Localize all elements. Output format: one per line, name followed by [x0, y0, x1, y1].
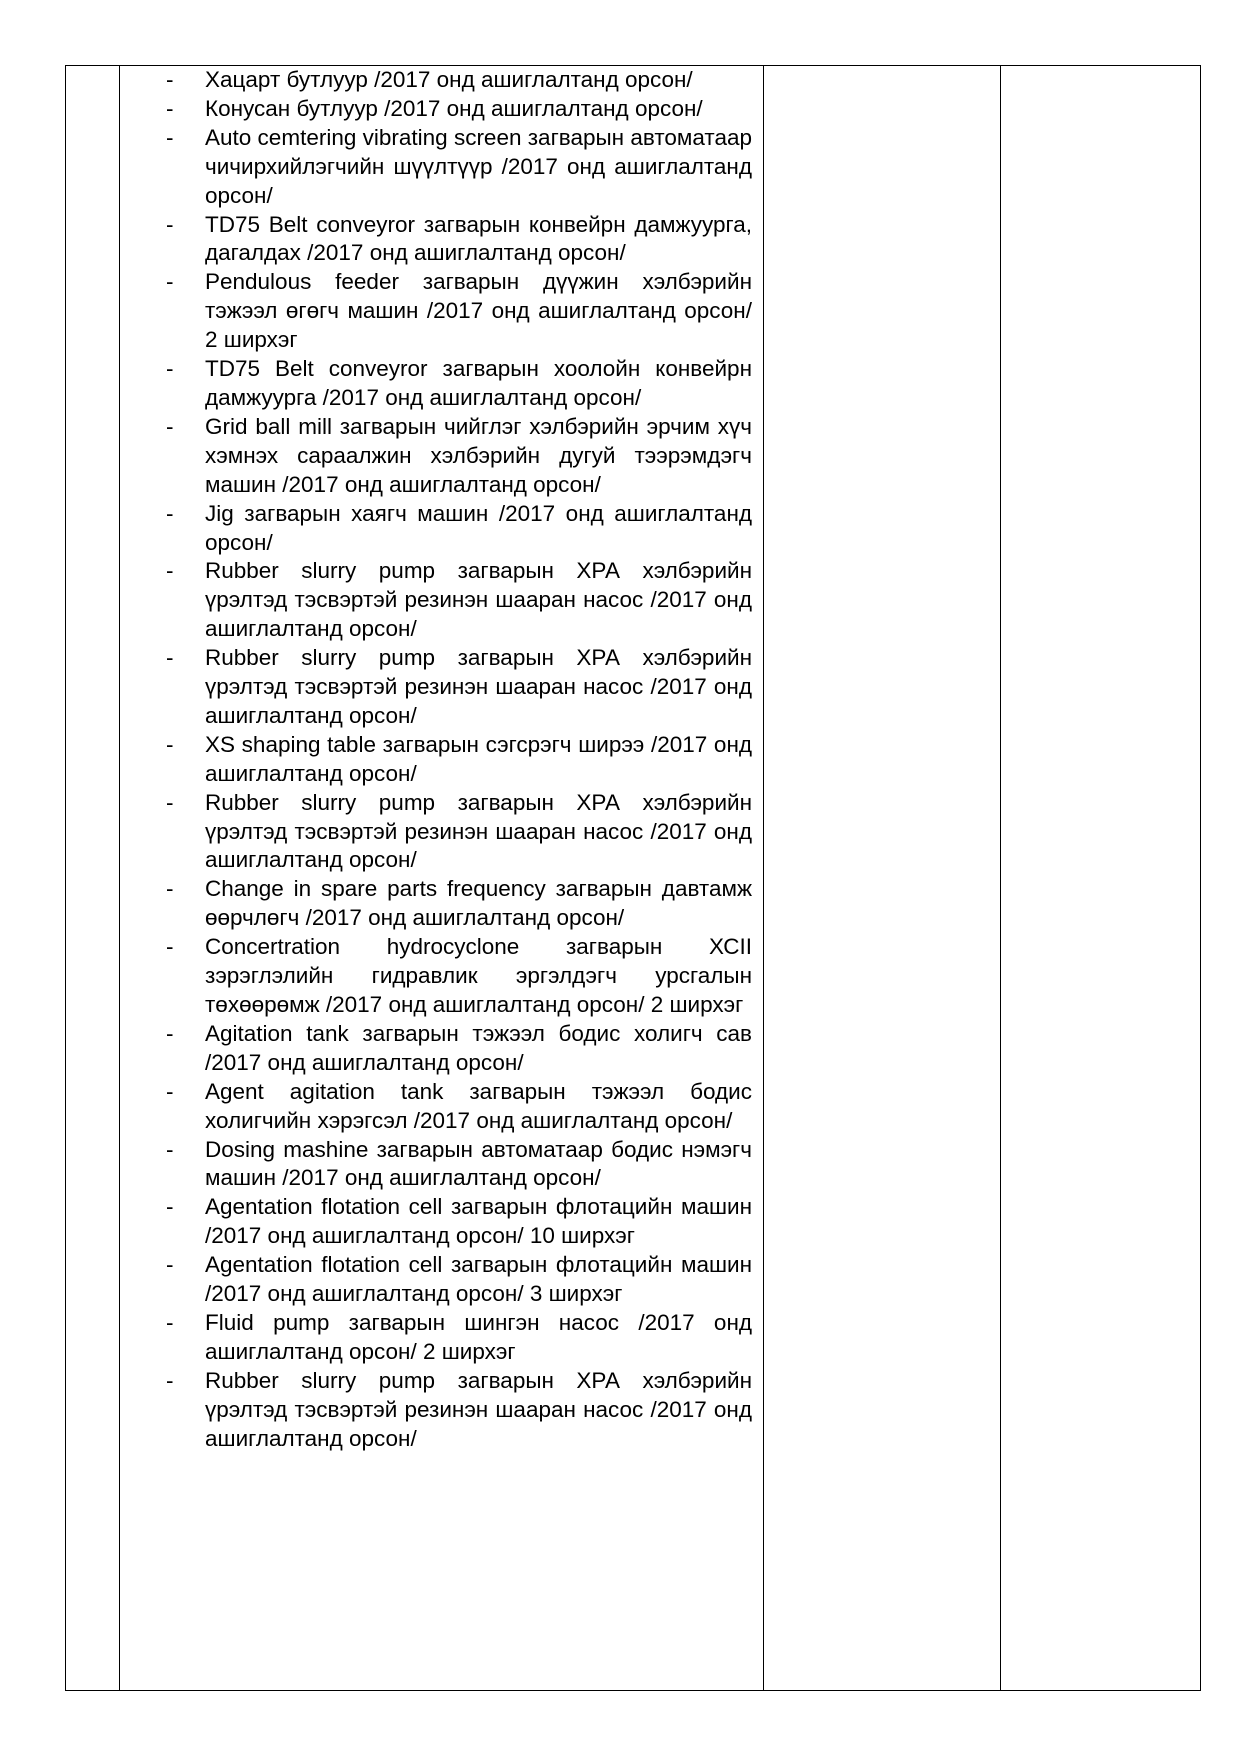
bullet-dash: -: [166, 645, 174, 671]
bullet-dash: -: [166, 789, 174, 815]
list-item-text: Concertration hydrocyclone загварын ХСII зэрэглэлийн гидравлик эргэлдэгч урсгалын төхөөрөмж /2017 онд ашиглалтанд орсон/ 2 ширхэг: [205, 934, 752, 1017]
list-item: [130, 789, 752, 876]
list-item: [130, 1078, 752, 1136]
list-item: [130, 66, 752, 95]
bullet-dash: -: [166, 500, 174, 526]
bullet-dash: -: [166, 413, 174, 439]
list-item: [130, 500, 752, 558]
list-item-text: Agentation flotation cell загварын флотацийн машин /2017 онд ашиглалтанд орсон/ 3 ширхэг: [205, 1252, 752, 1307]
list-item-text: Rubber slurry pump загварын ХРА хэлбэрийн үрэлтэд тэсвэртэй резинэн шааран насос /2017 онд ашиглалтанд орсон/: [205, 789, 752, 873]
bullet-dash: -: [166, 124, 174, 150]
list-item-text: Хацарт бутлуур /2017 онд ашиглалтанд орсон/: [205, 67, 693, 92]
list-item: [130, 1367, 752, 1454]
list-item-text: Dosing mashine загварын автоматаар бодис нэмэгч машин /2017 онд ашиглалтанд орсон/: [205, 1136, 752, 1191]
empty-cell: [1001, 66, 1201, 1691]
list-item: [130, 1251, 752, 1309]
bullet-dash: -: [166, 1194, 174, 1220]
list-item-text: Agitation tank загварын тэжээл бодис холигч сав /2017 онд ашиглалтанд орсон/: [205, 1020, 752, 1075]
bullet-dash: -: [166, 1367, 174, 1393]
list-item: [130, 875, 752, 933]
empty-cell: [764, 66, 1001, 1691]
list-item-text: Agent agitation tank загварын тэжээл бодис холигчийн хэрэгсэл /2017 онд ашиглалтанд орсон/: [205, 1078, 752, 1133]
list-item-text: Конусан бутлуур /2017 онд ашиглалтанд орсон/: [205, 95, 703, 121]
list-item-text: TD75 Belt conveyror загварын конвейрн дамжуурга, дагалдах /2017 онд ашиглалтанд орсон/: [205, 211, 752, 266]
list-item: [130, 95, 752, 124]
list-item-text: Grid ball mill загварын чийглэг хэлбэрийн эрчим хүч хэмнэх сараалжин хэлбэрийн дугуй тээрэмдэгч машин /2017 онд ашиглалтанд орсон/: [205, 413, 752, 497]
bullet-dash: -: [166, 876, 174, 902]
bullet-dash: -: [166, 731, 174, 757]
bullet-dash: -: [166, 67, 174, 92]
list-item-text: Agentation flotation cell загварын флотацийн машин /2017 онд ашиглалтанд орсон/ 10 ширхэг: [205, 1194, 752, 1249]
list-item: [130, 268, 752, 355]
bullet-dash: -: [166, 95, 174, 121]
list-item-text: Pendulous feeder загварын дүүжин хэлбэрийн тэжээл өгөгч машин /2017 онд ашиглалтанд орсон/ 2 ширхэг: [205, 269, 752, 353]
bullet-dash: -: [166, 1020, 174, 1046]
bullet-dash: -: [166, 211, 174, 237]
list-item-text: Fluid pump загварын шингэн насос /2017 онд ашиглалтанд орсон/ 2 ширхэг: [205, 1309, 752, 1364]
bullet-dash: -: [166, 356, 174, 382]
bullet-dash: -: [166, 934, 174, 960]
list-item-text: Jig загварын хаягч машин /2017 онд ашиглалтанд орсон/: [205, 500, 752, 555]
equipment-table: [65, 65, 1201, 1691]
bullet-dash: -: [166, 1309, 174, 1335]
list-item: [130, 644, 752, 731]
bullet-dash: -: [166, 1078, 174, 1104]
table-row: [66, 66, 1201, 1691]
list-item: [130, 1020, 752, 1078]
list-item-text: XS shaping table загварын сэгсрэгч ширээ /2017 онд ашиглалтанд орсон/: [205, 731, 752, 786]
list-item-text: Change in spare parts frequency загварын давтамж өөрчлөгч /2017 онд ашиглалтанд орсон/: [205, 876, 752, 931]
equipment-list: [120, 66, 763, 1454]
list-item: [130, 731, 752, 789]
list-item: [130, 557, 752, 644]
bullet-dash: -: [166, 1136, 174, 1162]
list-item: [130, 1193, 752, 1251]
list-item: [130, 1136, 752, 1194]
number-cell: [66, 66, 120, 1691]
list-item: [130, 1309, 752, 1367]
list-item-text: TD75 Belt conveyror загварын хоолойн конвейрн дамжуурга /2017 онд ашиглалтанд орсон/: [205, 356, 752, 410]
bullet-dash: -: [166, 1252, 174, 1278]
list-item-text: Rubber slurry pump загварын ХРА хэлбэрийн үрэлтэд тэсвэртэй резинэн шааран насос /2017 онд ашиглалтанд орсон/: [205, 645, 752, 728]
list-item: [130, 124, 752, 211]
list-item-text: Rubber slurry pump загварын ХРА хэлбэрийн үрэлтэд тэсвэртэй резинэн шааран насос /2017 онд ашиглалтанд орсон/: [205, 1367, 752, 1451]
equipment-list-cell: [120, 66, 764, 1691]
bullet-dash: -: [166, 558, 174, 584]
list-item: [130, 211, 752, 269]
list-item-text: Auto cemtering vibrating screen загварын автоматаар чичирхийлэгчийн шүүлтүүр /2017 онд ашиглалтанд орсон/: [205, 124, 752, 208]
list-item: [130, 413, 752, 500]
list-item: [130, 933, 752, 1020]
list-item: [130, 355, 752, 413]
list-item-text: Rubber slurry pump загварын ХРА хэлбэрийн үрэлтэд тэсвэртэй резинэн шааран насос /2017 онд ашиглалтанд орсон/: [205, 558, 752, 642]
bullet-dash: -: [166, 269, 174, 295]
